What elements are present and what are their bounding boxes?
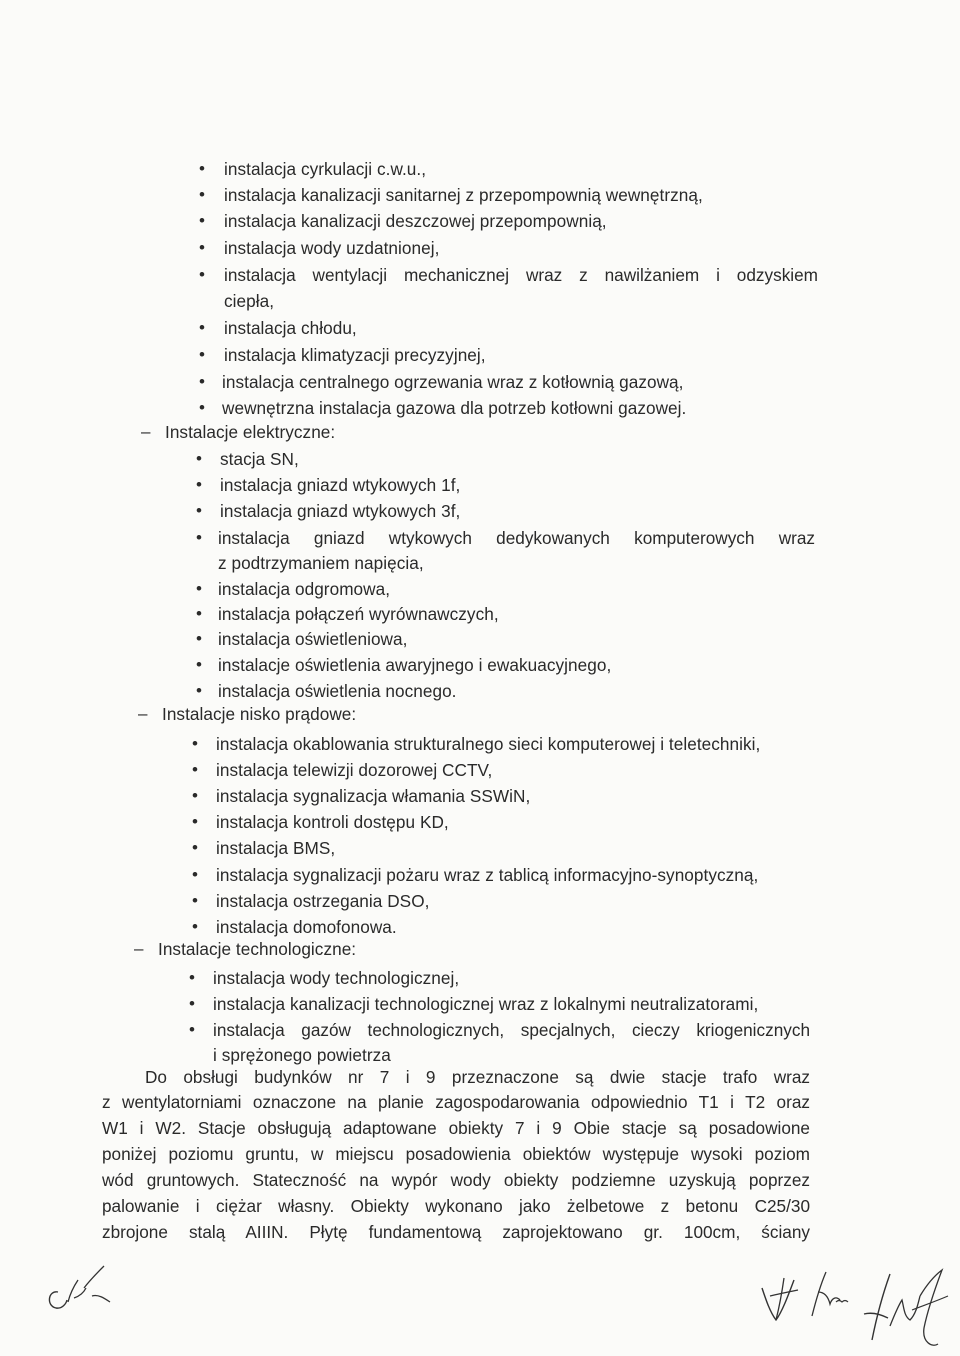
bullet: •: [196, 501, 202, 520]
bullet: •: [196, 681, 202, 700]
paragraph-line: W1 i W2. Stacje obsługują adaptowane obiekty 7 i 9 Obie stacje są posadowione: [102, 1118, 810, 1138]
paragraph-line: z wentylatorniami oznaczone na planie zagospodarowania odpowiednio T1 i T2 oraz: [102, 1092, 810, 1112]
section-heading: Instalacje elektryczne:: [165, 422, 336, 442]
bullet: •: [199, 372, 205, 391]
list-item: instalacja kanalizacji technologicznej wraz z lokalnymi neutralizatorami,: [213, 994, 759, 1014]
bullet: •: [199, 398, 205, 417]
list-item: instalacja okablowania strukturalnego sieci komputerowej i teletechniki,: [216, 734, 761, 754]
dash: –: [134, 939, 144, 958]
list-item: instalacja BMS,: [216, 838, 336, 858]
bullet: •: [189, 968, 195, 987]
list-item: instalacje oświetlenia awaryjnego i ewakuacyjnego,: [218, 655, 612, 675]
list-item: instalacja sygnalizacji pożaru wraz z tablicą informacyjno-synoptyczną,: [216, 865, 759, 885]
handwritten-initials-left: [40, 1258, 130, 1318]
list-item: instalacja połączeń wyrównawczych,: [218, 604, 499, 624]
list-item-continuation: ciepła,: [224, 291, 275, 311]
bullet: •: [196, 475, 202, 494]
bullet: •: [199, 318, 205, 337]
section-heading: Instalacje nisko prądowe:: [162, 704, 357, 724]
bullet: •: [192, 760, 198, 779]
bullet: •: [196, 579, 202, 598]
handwritten-signature-right: [752, 1256, 960, 1356]
list-item: instalacja oświetlenia nocnego.: [218, 681, 457, 701]
bullet: •: [196, 604, 202, 623]
paragraph-line: poniżej poziomu gruntu, w miejscu posadowienia obiektów występuje wysoki poziom: [102, 1144, 810, 1164]
bullet: •: [192, 838, 198, 857]
bullet: •: [189, 994, 195, 1013]
bullet: •: [196, 629, 202, 648]
list-item: stacja SN,: [220, 449, 299, 469]
paragraph-line: zbrojone stalą AIIIN. Płytę fundamentową zaprojektowano gr. 100cm, ściany: [102, 1222, 810, 1242]
list-item: instalacja domofonowa.: [216, 917, 397, 937]
dash: –: [141, 422, 151, 441]
bullet: •: [192, 865, 198, 884]
list-item: instalacja gazów technologicznych, specjalnych, cieczy kriogenicznych: [213, 1020, 810, 1040]
list-item: instalacja oświetleniowa,: [218, 629, 408, 649]
bullet: •: [199, 345, 205, 364]
list-item: instalacja chłodu,: [224, 318, 357, 338]
bullet: •: [192, 891, 198, 910]
list-item: instalacja gniazd wtykowych 3f,: [220, 501, 461, 521]
list-item: wewnętrzna instalacja gazowa dla potrzeb kotłowni gazowej.: [222, 398, 687, 418]
list-item: instalacja ostrzegania DSO,: [216, 891, 430, 911]
bullet: •: [192, 812, 198, 831]
list-item: instalacja kontroli dostępu KD,: [216, 812, 449, 832]
list-item: instalacja gniazd wtykowych dedykowanych komputerowych wraz: [218, 528, 815, 548]
bullet: •: [199, 265, 205, 284]
bullet: •: [189, 1020, 195, 1039]
bullet: •: [196, 449, 202, 468]
list-item: instalacja kanalizacji sanitarnej z przepompownią wewnętrzną,: [224, 185, 703, 205]
list-item: instalacja klimatyzacji precyzyjnej,: [224, 345, 486, 365]
bullet: •: [192, 917, 198, 936]
bullet: •: [199, 159, 205, 178]
bullet: •: [192, 786, 198, 805]
list-item: instalacja odgromowa,: [218, 579, 391, 599]
bullet: •: [199, 211, 205, 230]
bullet: •: [199, 238, 205, 257]
paragraph-line: Do obsługi budynków nr 7 i 9 przeznaczone są dwie stacje trafo wraz: [145, 1067, 810, 1087]
paragraph-line: palowanie i ciężar własny. Obiekty wykonano jako żelbetowe z betonu C25/30: [102, 1196, 810, 1216]
list-item: instalacja cyrkulacji c.w.u.,: [224, 159, 427, 179]
bullet: •: [196, 528, 202, 547]
list-item: instalacja gniazd wtykowych 1f,: [220, 475, 461, 495]
bullet: •: [192, 734, 198, 753]
dash: –: [138, 704, 148, 723]
list-item: instalacja wentylacji mechanicznej wraz z nawilżaniem i odzyskiem: [224, 265, 818, 285]
list-item: instalacja wody uzdatnionej,: [224, 238, 440, 258]
paragraph-line: wód gruntowych. Stateczność na wypór wody obiekty podziemne uzyskują poprzez: [102, 1170, 810, 1190]
list-item: instalacja telewizji dozorowej CCTV,: [216, 760, 493, 780]
list-item: instalacja wody technologicznej,: [213, 968, 460, 988]
list-item-continuation: i sprężonego powietrza: [213, 1045, 391, 1065]
list-item: instalacja kanalizacji deszczowej przepompownią,: [224, 211, 607, 231]
list-item: instalacja sygnalizacja włamania SSWiN,: [216, 786, 531, 806]
list-item-continuation: z podtrzymaniem napięcia,: [218, 553, 424, 573]
bullet: •: [199, 185, 205, 204]
bullet: •: [196, 655, 202, 674]
section-heading: Instalacje technologiczne:: [158, 939, 357, 959]
list-item: instalacja centralnego ogrzewania wraz z kotłownią gazową,: [222, 372, 684, 392]
